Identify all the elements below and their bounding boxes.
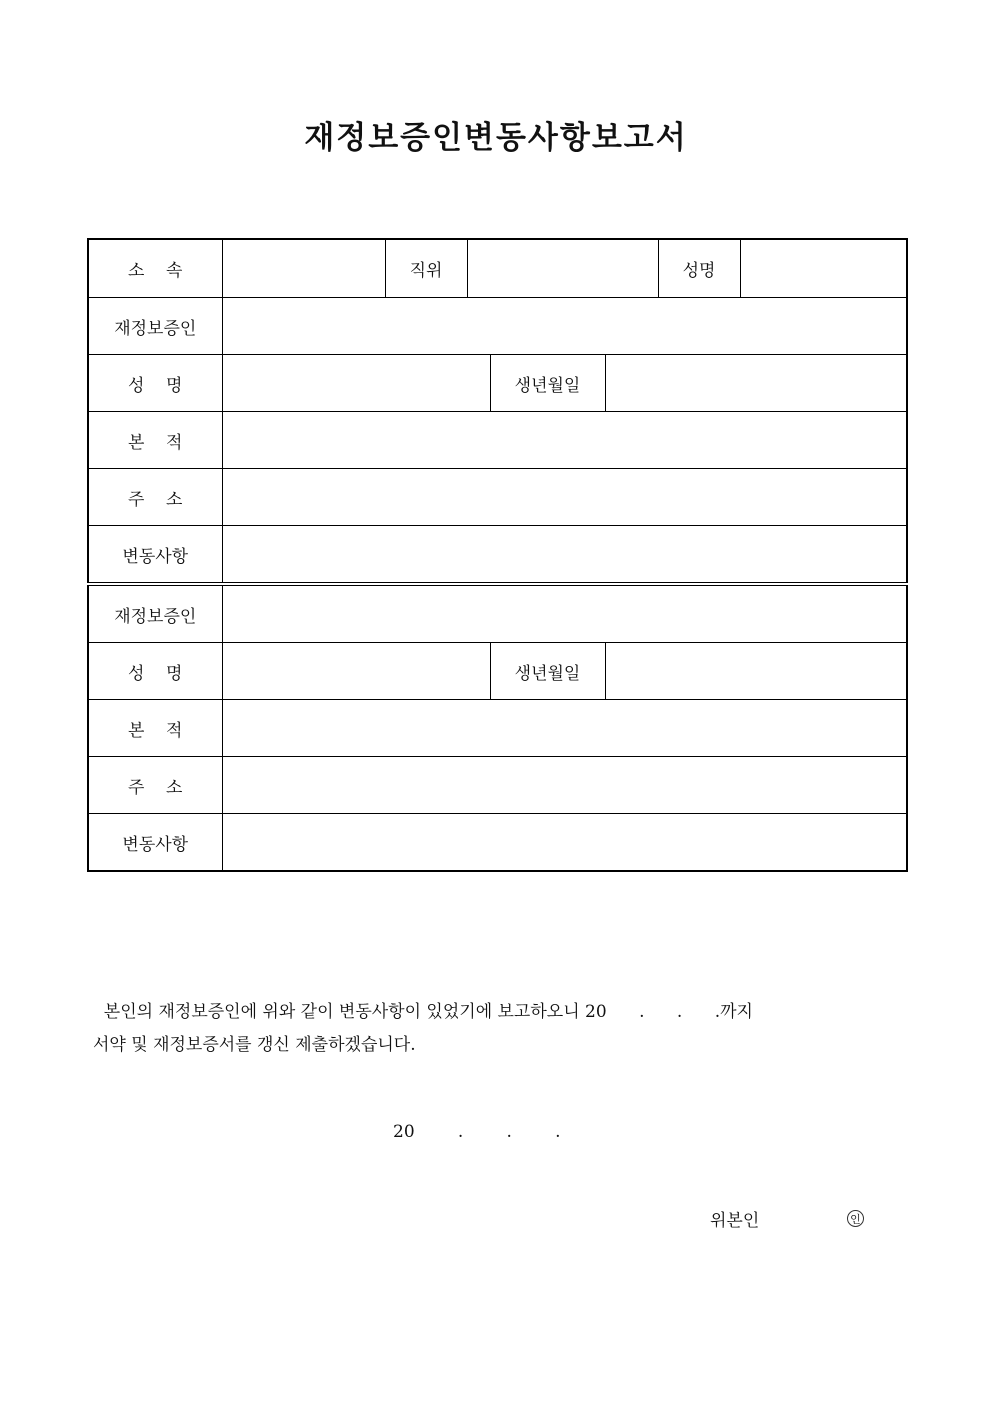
applicant-name-field[interactable] xyxy=(740,239,907,298)
guarantor-1-domicile-field[interactable] xyxy=(222,412,907,469)
report-form-table xyxy=(87,238,908,872)
position-field[interactable] xyxy=(467,239,658,298)
guarantor-2-section-field[interactable] xyxy=(222,584,907,643)
guarantor-1-name-field[interactable] xyxy=(222,355,490,412)
guarantor-2-address-row xyxy=(88,757,907,814)
statement-line-2: 서약 및 재정보증서를 갱신 제출하겠습니다. xyxy=(93,1035,416,1055)
guarantor-1-section-label: 재정보증인 xyxy=(88,298,222,355)
signing-date: 20 . . . xyxy=(393,1122,561,1142)
guarantor-2-change-label: 변동사항 xyxy=(88,814,222,872)
guarantor-1-change-label: 변동사항 xyxy=(88,526,222,585)
guarantor-2-domicile-row xyxy=(88,700,907,757)
affiliation-row xyxy=(88,239,907,298)
guarantor-1-change-row xyxy=(88,526,907,585)
statement-paragraph xyxy=(93,996,883,1062)
guarantor-1-birth-label: 생년월일 xyxy=(490,355,605,412)
guarantor-2-address-field[interactable] xyxy=(222,757,907,814)
document-title: 재정보증인변동사항보고서 xyxy=(304,120,688,156)
guarantor-2-domicile-label: 본 적 xyxy=(88,700,222,757)
guarantor-2-name-field[interactable] xyxy=(222,643,490,700)
seal-icon: 인 xyxy=(847,1210,864,1227)
guarantor-1-section-field[interactable] xyxy=(222,298,907,355)
guarantor-1-section-row xyxy=(88,298,907,355)
guarantor-2-section-row xyxy=(88,584,907,643)
guarantor-2-name-label: 성 명 xyxy=(88,643,222,700)
guarantor-2-change-field[interactable] xyxy=(222,814,907,872)
guarantor-1-birth-field[interactable] xyxy=(605,355,907,412)
guarantor-2-section-label: 재정보증인 xyxy=(88,584,222,643)
guarantor-1-change-field[interactable] xyxy=(222,526,907,585)
guarantor-2-address-label: 주 소 xyxy=(88,757,222,814)
signer-label: 위본인 xyxy=(710,1211,760,1231)
guarantor-2-name-row xyxy=(88,643,907,700)
guarantor-1-address-row xyxy=(88,469,907,526)
affiliation-label: 소 속 xyxy=(88,239,222,298)
statement-line-1: 본인의 재정보증인에 위와 같이 변동사항이 있었기에 보고하오니 20 . . .까지 xyxy=(93,1002,753,1022)
guarantor-2-birth-field[interactable] xyxy=(605,643,907,700)
guarantor-1-domicile-row xyxy=(88,412,907,469)
position-label: 직위 xyxy=(385,239,467,298)
guarantor-2-domicile-field[interactable] xyxy=(222,700,907,757)
guarantor-2-change-row xyxy=(88,814,907,872)
applicant-name-label: 성명 xyxy=(658,239,740,298)
guarantor-1-domicile-label: 본 적 xyxy=(88,412,222,469)
guarantor-1-address-field[interactable] xyxy=(222,469,907,526)
guarantor-1-address-label: 주 소 xyxy=(88,469,222,526)
affiliation-field[interactable] xyxy=(222,239,385,298)
guarantor-1-name-row xyxy=(88,355,907,412)
guarantor-2-birth-label: 생년월일 xyxy=(490,643,605,700)
guarantor-1-name-label: 성 명 xyxy=(88,355,222,412)
